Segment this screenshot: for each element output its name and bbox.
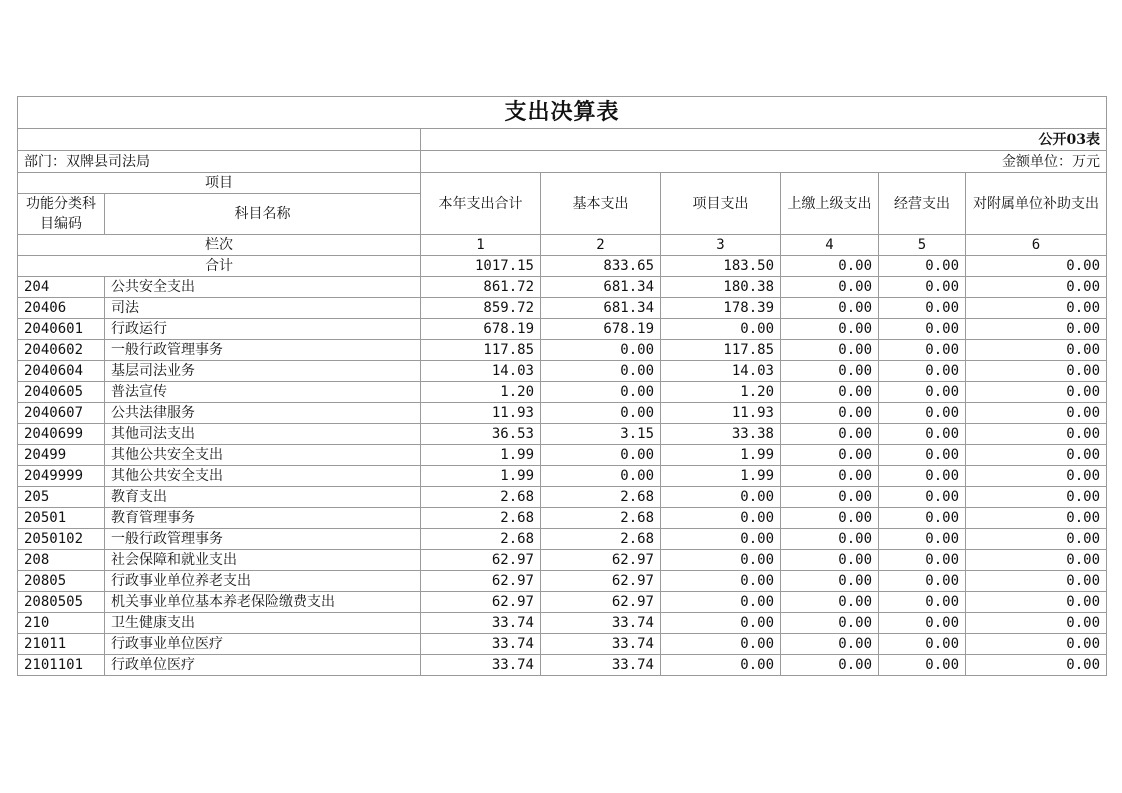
table-row [18, 550, 1107, 571]
amount-cell: 0.00 [661, 319, 781, 340]
subject-name: 公共法律服务 [105, 403, 421, 424]
header-group-label: 项目 [18, 173, 421, 194]
amount-cell: 0.00 [966, 613, 1107, 634]
amount-cell: 861.72 [421, 277, 541, 298]
amount-cell: 33.74 [541, 634, 661, 655]
subject-code: 210 [18, 613, 105, 634]
amount-cell: 0.00 [661, 613, 781, 634]
amount-cell: 0.00 [541, 445, 661, 466]
amount-cell: 0.00 [879, 655, 966, 676]
amount-cell: 3.15 [541, 424, 661, 445]
subject-code: 205 [18, 487, 105, 508]
table-row [18, 571, 1107, 592]
subject-name: 其他司法支出 [105, 424, 421, 445]
subject-name: 其他公共安全支出 [105, 445, 421, 466]
amount-cell: 33.74 [421, 634, 541, 655]
table-row [18, 340, 1107, 361]
subject-code: 2080505 [18, 592, 105, 613]
amount-cell: 33.38 [661, 424, 781, 445]
table-code-row [18, 129, 1107, 151]
amount-cell: 0.00 [781, 613, 879, 634]
amount-cell: 62.97 [421, 571, 541, 592]
table-row [18, 298, 1107, 319]
col-number: 4 [781, 235, 879, 256]
amount-cell: 0.00 [879, 403, 966, 424]
subject-code: 2050102 [18, 529, 105, 550]
expenditure-report-sheet [17, 96, 1106, 676]
table-row [18, 613, 1107, 634]
total-value: 183.50 [661, 256, 781, 277]
amount-cell: 1.99 [661, 445, 781, 466]
amount-cell: 0.00 [781, 634, 879, 655]
amount-cell: 62.97 [541, 550, 661, 571]
amount-cell: 0.00 [966, 466, 1107, 487]
amount-cell: 0.00 [966, 592, 1107, 613]
table-row [18, 634, 1107, 655]
amount-cell: 0.00 [781, 382, 879, 403]
subject-name: 教育管理事务 [105, 508, 421, 529]
meta-row [18, 151, 1107, 173]
amount-cell: 62.97 [421, 592, 541, 613]
amount-cell: 117.85 [421, 340, 541, 361]
amount-cell: 0.00 [966, 403, 1107, 424]
amount-cell: 0.00 [966, 277, 1107, 298]
table-row [18, 445, 1107, 466]
header-col-3: 项目支出 [661, 173, 781, 235]
col-number: 6 [966, 235, 1107, 256]
amount-cell: 0.00 [781, 445, 879, 466]
amount-cell: 0.00 [879, 340, 966, 361]
amount-cell: 0.00 [879, 361, 966, 382]
subject-name: 司法 [105, 298, 421, 319]
table-row [18, 508, 1107, 529]
amount-cell: 62.97 [541, 592, 661, 613]
amount-cell: 33.74 [541, 613, 661, 634]
amount-cell: 1.99 [661, 466, 781, 487]
total-row [18, 256, 1107, 277]
amount-cell: 2.68 [421, 508, 541, 529]
subject-name: 基层司法业务 [105, 361, 421, 382]
amount-cell: 0.00 [781, 571, 879, 592]
amount-cell: 0.00 [541, 340, 661, 361]
subject-code: 2040699 [18, 424, 105, 445]
amount-cell: 178.39 [661, 298, 781, 319]
subject-name: 一般行政管理事务 [105, 529, 421, 550]
amount-cell: 0.00 [781, 508, 879, 529]
header-row-1 [18, 173, 1107, 194]
amount-cell: 0.00 [781, 277, 879, 298]
amount-cell: 0.00 [879, 550, 966, 571]
title-row [18, 97, 1107, 129]
amount-cell: 0.00 [781, 550, 879, 571]
col-number: 1 [421, 235, 541, 256]
amount-cell: 0.00 [879, 319, 966, 340]
amount-cell: 0.00 [781, 466, 879, 487]
amount-cell: 1.99 [421, 445, 541, 466]
subject-name: 卫生健康支出 [105, 613, 421, 634]
subject-code: 20805 [18, 571, 105, 592]
amount-cell: 62.97 [421, 550, 541, 571]
amount-cell: 0.00 [966, 529, 1107, 550]
amount-cell: 0.00 [661, 592, 781, 613]
subject-name: 行政运行 [105, 319, 421, 340]
table-row [18, 382, 1107, 403]
amount-cell: 678.19 [421, 319, 541, 340]
amount-cell: 0.00 [879, 382, 966, 403]
amount-cell: 0.00 [966, 487, 1107, 508]
unit-label: 金额单位：万元 [421, 151, 1107, 173]
amount-cell: 0.00 [879, 466, 966, 487]
amount-cell: 0.00 [781, 298, 879, 319]
subject-code: 2040607 [18, 403, 105, 424]
col-number: 3 [661, 235, 781, 256]
table-row [18, 319, 1107, 340]
amount-cell: 681.34 [541, 277, 661, 298]
amount-cell: 0.00 [781, 592, 879, 613]
amount-cell: 0.00 [781, 655, 879, 676]
amount-cell: 0.00 [781, 529, 879, 550]
amount-cell: 859.72 [421, 298, 541, 319]
amount-cell: 0.00 [966, 361, 1107, 382]
amount-cell: 14.03 [421, 361, 541, 382]
table-row [18, 424, 1107, 445]
amount-cell: 0.00 [879, 424, 966, 445]
table-row [18, 592, 1107, 613]
amount-cell: 0.00 [966, 319, 1107, 340]
subject-name: 一般行政管理事务 [105, 340, 421, 361]
page-title: 支出决算表 [18, 97, 1107, 129]
col-number: 2 [541, 235, 661, 256]
subject-code: 2040604 [18, 361, 105, 382]
amount-cell: 0.00 [781, 424, 879, 445]
amount-cell: 0.00 [966, 445, 1107, 466]
subject-name: 行政事业单位医疗 [105, 634, 421, 655]
amount-cell: 0.00 [879, 571, 966, 592]
table-row [18, 529, 1107, 550]
amount-cell: 0.00 [966, 655, 1107, 676]
total-value: 0.00 [879, 256, 966, 277]
amount-cell: 33.74 [541, 655, 661, 676]
amount-cell: 0.00 [966, 424, 1107, 445]
amount-cell: 681.34 [541, 298, 661, 319]
amount-cell: 117.85 [661, 340, 781, 361]
subject-code: 2049999 [18, 466, 105, 487]
subject-name: 公共安全支出 [105, 277, 421, 298]
amount-cell: 0.00 [879, 634, 966, 655]
blank-cell [18, 129, 421, 151]
amount-cell: 0.00 [661, 508, 781, 529]
amount-cell: 0.00 [661, 571, 781, 592]
department-label: 部门：双牌县司法局 [18, 151, 421, 173]
header-code-label: 功能分类科目编码 [18, 194, 105, 235]
amount-cell: 1.20 [661, 382, 781, 403]
column-index-row [18, 235, 1107, 256]
amount-cell: 0.00 [541, 382, 661, 403]
amount-cell: 0.00 [781, 319, 879, 340]
subject-name: 行政单位医疗 [105, 655, 421, 676]
amount-cell: 11.93 [421, 403, 541, 424]
amount-cell: 0.00 [781, 487, 879, 508]
subject-code: 2040602 [18, 340, 105, 361]
subject-code: 20501 [18, 508, 105, 529]
subject-name: 行政事业单位养老支出 [105, 571, 421, 592]
amount-cell: 0.00 [966, 508, 1107, 529]
amount-cell: 33.74 [421, 655, 541, 676]
amount-cell: 0.00 [966, 550, 1107, 571]
expenditure-table [17, 96, 1107, 676]
table-row [18, 361, 1107, 382]
col-number: 5 [879, 235, 966, 256]
table-row [18, 277, 1107, 298]
table-row [18, 655, 1107, 676]
amount-cell: 2.68 [541, 529, 661, 550]
amount-cell: 1.99 [421, 466, 541, 487]
amount-cell: 0.00 [661, 655, 781, 676]
amount-cell: 0.00 [879, 592, 966, 613]
amount-cell: 0.00 [541, 361, 661, 382]
amount-cell: 0.00 [781, 403, 879, 424]
amount-cell: 2.68 [421, 487, 541, 508]
amount-cell: 0.00 [879, 277, 966, 298]
total-value: 0.00 [966, 256, 1107, 277]
amount-cell: 180.38 [661, 277, 781, 298]
amount-cell: 2.68 [421, 529, 541, 550]
amount-cell: 0.00 [541, 403, 661, 424]
subject-code: 20499 [18, 445, 105, 466]
amount-cell: 0.00 [879, 298, 966, 319]
subject-name: 社会保障和就业支出 [105, 550, 421, 571]
amount-cell: 14.03 [661, 361, 781, 382]
amount-cell: 0.00 [661, 634, 781, 655]
total-value: 0.00 [781, 256, 879, 277]
subject-code: 2101101 [18, 655, 105, 676]
subject-code: 20406 [18, 298, 105, 319]
amount-cell: 0.00 [781, 340, 879, 361]
amount-cell: 678.19 [541, 319, 661, 340]
subject-name: 教育支出 [105, 487, 421, 508]
subject-name: 普法宣传 [105, 382, 421, 403]
amount-cell: 0.00 [879, 529, 966, 550]
amount-cell: 0.00 [661, 529, 781, 550]
subject-code: 2040601 [18, 319, 105, 340]
subject-code: 204 [18, 277, 105, 298]
amount-cell: 0.00 [879, 487, 966, 508]
amount-cell: 0.00 [966, 571, 1107, 592]
header-col-2: 基本支出 [541, 173, 661, 235]
amount-cell: 11.93 [661, 403, 781, 424]
total-value: 1017.15 [421, 256, 541, 277]
amount-cell: 0.00 [661, 550, 781, 571]
amount-cell: 2.68 [541, 508, 661, 529]
amount-cell: 0.00 [966, 340, 1107, 361]
amount-cell: 0.00 [541, 466, 661, 487]
amount-cell: 0.00 [966, 298, 1107, 319]
amount-cell: 2.68 [541, 487, 661, 508]
row-index-label: 栏次 [18, 235, 421, 256]
amount-cell: 36.53 [421, 424, 541, 445]
table-row [18, 487, 1107, 508]
header-name-label: 科目名称 [105, 194, 421, 235]
amount-cell: 0.00 [879, 508, 966, 529]
amount-cell: 33.74 [421, 613, 541, 634]
subject-name: 机关事业单位基本养老保险缴费支出 [105, 592, 421, 613]
amount-cell: 0.00 [879, 445, 966, 466]
table-code: 公开03表 [421, 129, 1107, 151]
amount-cell: 62.97 [541, 571, 661, 592]
amount-cell: 0.00 [966, 634, 1107, 655]
header-col-6: 对附属单位补助支出 [966, 173, 1107, 235]
amount-cell: 0.00 [781, 361, 879, 382]
table-row [18, 466, 1107, 487]
amount-cell: 0.00 [879, 613, 966, 634]
header-col-4: 上缴上级支出 [781, 173, 879, 235]
amount-cell: 1.20 [421, 382, 541, 403]
table-row [18, 403, 1107, 424]
header-col-5: 经营支出 [879, 173, 966, 235]
subject-name: 其他公共安全支出 [105, 466, 421, 487]
subject-code: 208 [18, 550, 105, 571]
subject-code: 21011 [18, 634, 105, 655]
subject-code: 2040605 [18, 382, 105, 403]
total-label: 合计 [18, 256, 421, 277]
total-value: 833.65 [541, 256, 661, 277]
header-col-1: 本年支出合计 [421, 173, 541, 235]
amount-cell: 0.00 [661, 487, 781, 508]
amount-cell: 0.00 [966, 382, 1107, 403]
